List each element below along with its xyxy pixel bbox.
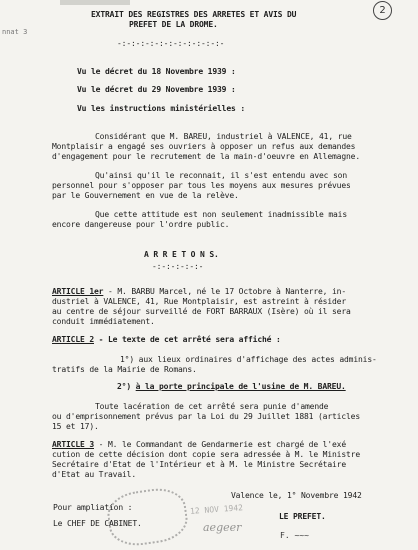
visa-1: Vu le décret du 18 Novembre 1939 : <box>77 67 236 76</box>
visa-2: Vu le décret du 29 Novembre 1939 : <box>77 85 236 94</box>
considerant-line: d'engagement pour le recrutement de la main-d'oeuvre en Allemagne. <box>52 152 360 161</box>
penalty-line: Toute lacération de cet arrêté sera punie d'amende <box>95 402 329 411</box>
article1-line: conduit immédiatement. <box>52 317 155 326</box>
header-title-line2: PREFET DE LA DROME. <box>129 20 218 29</box>
prefet-signature-label: LE PREFET. <box>279 512 326 521</box>
considerant-line: personnel pour s'opposer par tous les moyens aux mesures prévues <box>52 181 351 190</box>
article2-item2: 2°) à la porte principale de l'usine de M. BAREU. <box>117 382 346 391</box>
page-number: 2 <box>373 1 392 20</box>
article3-line: Secrétaire d'Etat de l'Intérieur et à M. le Ministre Secrétaire <box>52 460 346 469</box>
considerant-line: encore dangereuse pour l'ordre public. <box>52 220 230 229</box>
article2-item1: tratifs de la Mairie de Romans. <box>52 365 197 374</box>
penalty-line: 15 et 17). <box>52 422 99 431</box>
considerant-line: Considérant que M. BAREU, industriel à VALENCE, 41, rue <box>95 132 352 141</box>
header-title-line1: EXTRAIT DES REGISTRES DES ARRETES ET AVIS DU <box>91 10 297 19</box>
article3-line1: ARTICLE 3 - M. le Commandant de Gendarmerie est chargé de l'exé <box>52 440 346 449</box>
official-stamp <box>105 485 191 549</box>
article2-label: ARTICLE 2 <box>52 335 94 344</box>
header-separator: -:-:-:-:-:-:-:-:-:-:-:- <box>117 39 225 48</box>
article3-line: cution de cette décision dont copie sera adressée à M. le Ministre <box>52 450 360 459</box>
considerant-line: Montplaisir a engagé ses ouvriers à opposer un refus aux demandes <box>52 142 356 151</box>
visa-3: Vu les instructions ministérielles : <box>77 104 245 113</box>
considerant-line: Que cette attitude est non seulement inadmissible mais <box>95 210 347 219</box>
stamp-date: 12 NOV 1942 <box>189 503 244 516</box>
arretons-separator: -:-:-:-:-:- <box>152 262 204 271</box>
handwritten-signature: aegeer <box>203 521 242 534</box>
article3-label: ARTICLE 3 <box>52 440 94 449</box>
chef-de-cabinet: Le CHEF DE CABINET. <box>53 519 142 528</box>
place-date: Valence le, 1° Novembre 1942 <box>231 491 362 500</box>
margin-code: nnat 3 <box>2 28 28 36</box>
article1-line1: ARTICLE 1er - M. BARBU Marcel, né le 17 Octobre à Nanterre, in- <box>52 287 346 296</box>
article1-label: ARTICLE 1er <box>52 287 104 296</box>
ampliation: Pour ampliation : <box>53 503 133 512</box>
arretons-title: A R R E T O N S. <box>144 250 219 259</box>
article3-line: d'Etat au Travail. <box>52 470 136 479</box>
considerant-line: Qu'ainsi qu'il le reconnait, il s'est entendu avec son <box>95 171 347 180</box>
prefet-initials: F. ~~~ <box>280 531 309 540</box>
penalty-line: ou d'emprisonnement prévus par la Loi du 29 Juillet 1881 (articles <box>52 412 360 421</box>
article2-line1: ARTICLE 2 - Le texte de cet arrêté sera affiché : <box>52 335 281 344</box>
scan-strip <box>60 0 130 5</box>
article2-item1: 1°) aux lieux ordinaires d'affichage des actes adminis- <box>120 355 377 364</box>
considerant-line: par le Gouvernement en vue de la relève. <box>52 191 239 200</box>
article1-line: au centre de séjour surveillé de FORT BARRAUX (Isère) où il sera <box>52 307 351 316</box>
article1-line: dustriel à VALENCE, 41, Rue Montplaisir, est astreint à résider <box>52 297 346 306</box>
